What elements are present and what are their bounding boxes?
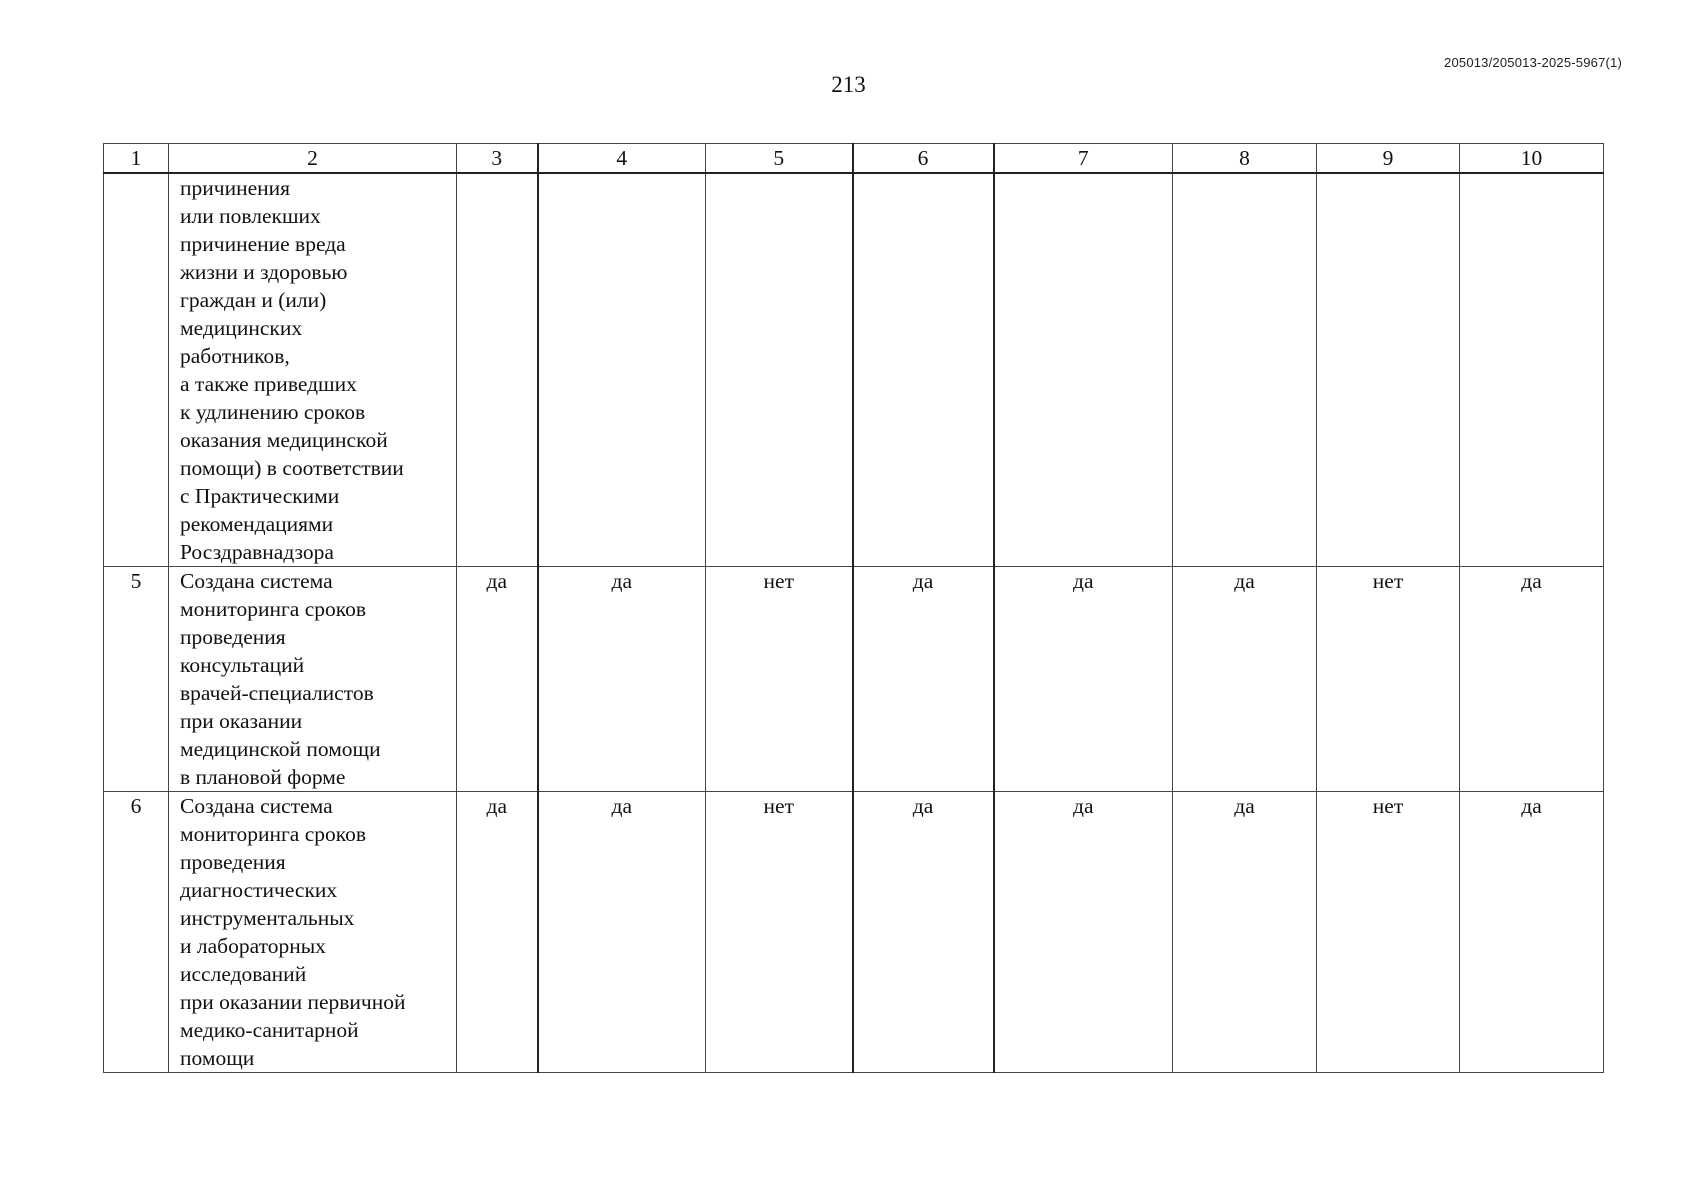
table-row — [104, 567, 1604, 792]
value-cell-3: да — [457, 567, 538, 792]
value-cell-9 — [1317, 173, 1460, 567]
description-line: проведения — [180, 850, 286, 874]
description-line: причинение вреда — [180, 232, 346, 256]
value-cell-4 — [538, 173, 706, 567]
description-line: Создана система — [180, 794, 333, 818]
value-cell-4: да — [538, 792, 706, 1073]
value-cell-4: да — [538, 567, 706, 792]
row-number — [104, 173, 169, 567]
value-cell-8: да — [1173, 567, 1317, 792]
description-line: к удлинению сроков — [180, 400, 366, 424]
value-cell-9: нет — [1317, 567, 1460, 792]
table-row — [104, 173, 1604, 567]
header-cell-8: 8 — [1173, 144, 1317, 174]
description-line: Росздравнадзора — [180, 540, 334, 564]
criteria-table — [103, 143, 1604, 1073]
header-cell-6: 6 — [853, 144, 994, 174]
description-line: и лабораторных — [180, 934, 326, 958]
value-cell-5 — [706, 173, 853, 567]
description-line: или повлекших — [180, 204, 321, 228]
description-line: проведения — [180, 625, 286, 649]
value-cell-10: да — [1460, 792, 1604, 1073]
header-cell-7: 7 — [994, 144, 1173, 174]
description-line: врачей-специалистов — [180, 681, 374, 705]
description-line: консультаций — [180, 653, 305, 677]
value-cell-7: да — [994, 792, 1173, 1073]
row-number: 6 — [104, 792, 169, 1073]
value-cell-8 — [1173, 173, 1317, 567]
description-line: Создана система — [180, 569, 333, 593]
description-line: рекомендациями — [180, 512, 334, 536]
header-cell-1: 1 — [104, 144, 169, 174]
row-number: 5 — [104, 567, 169, 792]
description-line: помощи — [180, 1046, 255, 1070]
value-cell-7: да — [994, 567, 1173, 792]
page-number: 213 — [831, 72, 866, 97]
value-cell-8: да — [1173, 792, 1317, 1073]
row-description — [169, 173, 457, 567]
value-cell-10 — [1460, 173, 1604, 567]
table-row — [104, 792, 1604, 1073]
row-description — [169, 567, 457, 792]
value-cell-3 — [457, 173, 538, 567]
value-cell-3: да — [457, 792, 538, 1073]
header-cell-3: 3 — [457, 144, 538, 174]
header-cell-5: 5 — [706, 144, 853, 174]
description-line: диагностических — [180, 878, 338, 902]
value-cell-6 — [853, 173, 994, 567]
description-line: оказания медицинской — [180, 428, 388, 452]
description-line: мониторинга сроков — [180, 822, 367, 846]
row-description — [169, 792, 457, 1073]
description-line: работников, — [180, 344, 290, 368]
value-cell-5: нет — [706, 567, 853, 792]
header-cell-10: 10 — [1460, 144, 1604, 174]
value-cell-6: да — [853, 567, 994, 792]
value-cell-6: да — [853, 792, 994, 1073]
header-cell-4: 4 — [538, 144, 706, 174]
description-line: при оказании первичной — [180, 990, 406, 1014]
description-line: жизни и здоровью — [180, 260, 348, 284]
description-line: причинения — [180, 176, 291, 200]
document-id: 205013/205013-2025-5967(1) — [1444, 55, 1622, 70]
description-line: медицинских — [180, 316, 303, 340]
description-line: исследований — [180, 962, 307, 986]
description-line: а также приведших — [180, 372, 357, 396]
value-cell-5: нет — [706, 792, 853, 1073]
description-line: медико-санитарной — [180, 1018, 359, 1042]
description-line: граждан и (или) — [180, 288, 327, 312]
description-line: мониторинга сроков — [180, 597, 367, 621]
description-line: помощи) в соответствии — [180, 456, 404, 480]
description-line: с Практическими — [180, 484, 340, 508]
description-line: в плановой форме — [180, 765, 346, 789]
header-cell-2: 2 — [169, 144, 457, 174]
description-line: инструментальных — [180, 906, 355, 930]
header-row — [104, 144, 1604, 174]
description-line: при оказании — [180, 709, 303, 733]
value-cell-7 — [994, 173, 1173, 567]
value-cell-9: нет — [1317, 792, 1460, 1073]
value-cell-10: да — [1460, 567, 1604, 792]
description-line: медицинской помощи — [180, 737, 381, 761]
header-cell-9: 9 — [1317, 144, 1460, 174]
